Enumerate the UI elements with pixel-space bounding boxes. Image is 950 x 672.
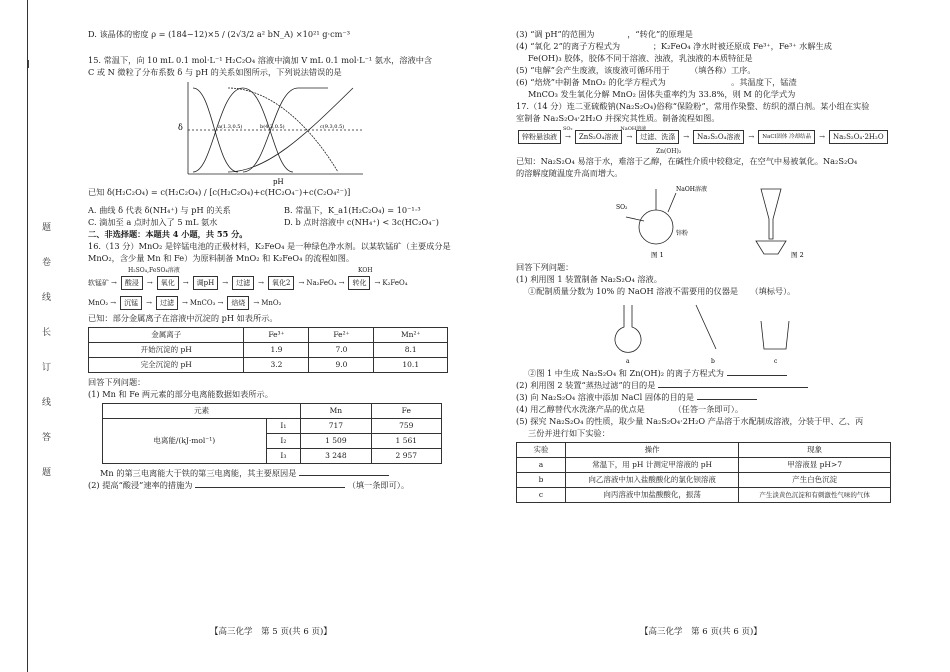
answer-blank[interactable] [658,387,808,388]
answer-blank[interactable] [299,475,389,476]
experiment-cell: 产生淡黄色沉淀和有刺激性气味的气体 [739,488,891,503]
ph-table-head [89,328,448,343]
section-2-heading: 二、非选择题：本题共 4 小题，共 55 分。 [88,229,248,239]
ph-table-cell: 3.2 [244,358,309,373]
q15-choice-a: A. 曲线 δ 代表 δ(NH₄⁺) 与 pH 的关系 [88,205,231,215]
flow2-step: 沉锰 [120,296,142,310]
q15-choice-b: B. 常温下，K_a1(H₂C₂O₄) = 10⁻¹·³ [284,205,421,215]
ionization-cell: I₂ [266,434,301,449]
fig1-zn: 锌粉 [676,230,689,237]
ionization-head-cell: Mn [301,404,371,419]
experiment-row [517,473,891,488]
flow1-step: 转化 [348,276,370,290]
q15-choice-d: D. b 点时溶液中 c(NH₄⁺) < 3c(HC₂O₄⁻) [284,217,439,227]
flow1-row: 软锰矿 → 酸浸 → 氧化 → 调pH → 过滤 → 氧化2 → Na₂FeO₄ → 转化 → K₂FeO₄ [88,276,408,290]
q17-part-2 [516,379,904,391]
fig1-so2: SO₂ [616,204,628,211]
q16-part-6b: MnCO₃ 发生氧化分解 MnO₂ 固体失重率约为 33.8%，则 M 的化学式为 [528,89,796,99]
ionization-cell: 2 957 [371,449,441,464]
experiment-head-cell: 现象 [739,443,891,458]
flow1-step: 调pH [193,276,219,290]
flow3-byproduct: Zn(OH)₂ [656,148,682,155]
binding-char: 题 [42,223,52,233]
flow1-step: Na₂FeO₄ [306,279,337,287]
q17-known-2: 的溶解度随温度升高而增大。 [516,168,623,178]
instruments [516,297,904,367]
flow2-step: MnCO₃ [189,299,216,307]
flow3-reagent: SO₂ [563,126,573,132]
ph-table-head-cell: 金属离子 [89,328,244,343]
flow2-step: 过滤 [156,296,178,310]
ph-table-cell: 1.9 [244,343,309,358]
q17-part-3 [516,391,904,403]
experiment-cell: b [517,473,566,488]
q16-part-4b: Fe(OH)₃ 胶体，胶体不同于溶液、浊液，乳浊液的本质特征是 [528,53,753,63]
curve-h2c2o4 [193,88,238,172]
experiment-cell: 向乙溶液中加入盐酸酸化的氯化钡溶液 [566,473,739,488]
ionization-head [103,404,442,419]
ionization-cell: 759 [371,419,441,434]
flow2-step: 焙烧 [227,296,249,310]
answer-blank[interactable] [727,375,787,376]
left-column [88,28,480,491]
fig1-label: 图 1 [651,251,664,259]
ph-table-cell: 7.0 [309,343,374,358]
funnel [761,189,781,239]
flow2-step: MnO₂ [88,299,109,307]
binding-char: 订 [42,363,52,373]
ph-table-cell: 10.1 [374,358,448,373]
flow3-step: 过滤、洗涤 [636,130,679,144]
flow3-step: ZnS₂O₄溶液 [575,130,623,144]
experiment-cell: 甲溶液显 pH>7 [739,458,891,473]
q16-2-text: (2) 提高“酸浸”速率的措施为 [88,480,193,490]
instrument-b: b [711,358,715,365]
binding-char: 答 [42,433,52,443]
q15-stem-2: C 或 N 微粒了分布系数 δ 与 pH 的关系如图所示，下列说法错误的是 [88,67,342,77]
q14-option-d [88,28,480,40]
q16-stem-2: MnO₂，含少量 Mn 和 Fe）为原料制备 MnO₂ 和 K₂FeO₄ 的流程如图。 [88,253,355,263]
q17-part-1c [516,367,904,379]
flow2-step: MnO₂ [261,299,282,307]
ionization-row [103,419,442,434]
q17-known-1: 已知：Na₂S₂O₄ 易溶于水，难溶于乙醇，在碱性介质中较稳定，在空气中易被氧化。Na₂S₂O₄ [516,156,858,166]
ph-table-cell: 9.0 [309,358,374,373]
flow3-reagent: NaOH溶液 [620,126,647,132]
q17-1c-text: ②图 1 中生成 Na₂S₂O₄ 和 Zn(OH)₂ 的离子方程式为 [528,368,724,378]
ph-table-row [89,343,448,358]
point-c-label: c(9.3,0.5) [320,124,345,130]
q16-part-1: (1) Mn 和 Fe 两元素的部分电离能数据如表所示。 [88,389,273,399]
instrument-a: a [626,358,630,365]
q16-part-4: (4) “氧化 2”的离子方程式为 ；K₂FeO₄ 净水时被还原成 Fe³⁺，Fe³⁺ 水解生成 [516,41,832,51]
ionization-label: 电离能/(kJ·mol⁻¹) [103,419,267,464]
binding-char: 长 [42,328,52,338]
binding-char: 卷 [42,258,52,268]
q16-part-5: (5) “电解”会产生废液，该废液可循环用于 （填各称）工序。 [516,65,756,75]
flow2-row: MnO₂ → 沉锰 → 过滤 → MnCO₃ → 焙烧 → MnO₂ [88,296,281,310]
fig1-naoh: NaOH溶液 [676,186,707,193]
ionization-head-cell: Fe [371,404,441,419]
ph-table-head-cell: Mn²⁺ [374,328,448,343]
ph-table-cell: 8.1 [374,343,448,358]
ionization-cell: I₃ [266,449,301,464]
flow3-step: Na₂S₂O₄溶液 [693,130,744,144]
experiment-head [517,443,891,458]
ph-table [88,327,448,373]
ionization-cell: 3 248 [301,449,371,464]
ionization-head-cell: 元素 [103,404,301,419]
ph-table-head-cell: Fe²⁺ [309,328,374,343]
answer-blank[interactable] [697,399,757,400]
q17-answer-prompt: 回答下列问题： [516,262,574,272]
binding-char: 线 [42,398,52,408]
flow1-step: 软锰矿 [88,279,109,287]
flow3-step: 锌粉悬浊液 [518,130,561,144]
experiment-head-cell: 操作 [566,443,739,458]
q17-2-text: (2) 利用图 2 装置“蒸热过滤”的目的是 [516,380,656,390]
experiment-cell: 向丙溶液中加盐酸酸化，振荡 [566,488,739,503]
binding-char: 题 [42,468,52,478]
q15-choices-ab [88,204,480,216]
experiment-head-cell: 实验 [517,443,566,458]
q15-choices-cd [88,216,480,228]
point-b-label: b(4.3,0.5) [260,124,285,130]
q16-part-3: (3) “调 pH”的范围为 ，“转化”的原理是 [516,29,693,39]
ionization-cell: 1 561 [371,434,441,449]
q16-part-1b [88,467,480,479]
q17-stem-1: 17.（14 分）连二亚硫酸钠(Na₂S₂O₄)俗称“保险粉”，常用作染整、纺织的漂白剂。某小组在实验 [516,101,870,111]
ph-table-row [89,358,448,373]
flow1-step: K₂FeO₄ [382,279,408,287]
q17-part-1: (1) 利用图 1 装置制备 Na₂S₂O₄ 溶液。 [516,274,662,284]
ph-table-cell: 完全沉淀的 pH [89,358,244,373]
ionization-cell: 1 509 [301,434,371,449]
q16-stem-1: 16.（13 分）MnO₂ 是锌锰电池的正极材料，K₂FeO₄ 是一种绿色净水剂。以某软锰矿（主要成分是 [88,241,451,251]
ionization-cell: 717 [301,419,371,434]
side-neck [668,193,676,212]
curve-nh4 [228,88,353,172]
point-a-label: a(1.3,0.5) [218,124,243,130]
flask-body [639,210,673,244]
q16-answer-prompt: 回答下列问题： [88,377,146,387]
beaker [761,321,789,349]
binding-mark [28,60,37,68]
flowchart-1 [88,266,480,312]
left-footer: 【高三化学 第 5 页(共 6 页)】 [210,627,332,637]
flow1-reagent: H₂SO₄,FeSO₄溶液 [128,267,180,274]
ph-table-cell: 开始沉淀的 pH [89,343,244,358]
flow1-step: 氧化 [157,276,179,290]
receiver [756,241,786,254]
q17-part-5: (5) 探究 Na₂S₂O₄ 的性质，取少量 Na₂S₂O₄·2H₂O 产品溶于水配制成溶液，分装于甲、乙、丙 [516,416,864,426]
experiment-cell: a [517,458,566,473]
q16-part-2 [88,479,480,491]
binding-column [42,220,56,500]
q16-1b-text: Mn 的第三电离能大于铁的第三电离能，其主要原因是 [100,468,297,478]
flow1-step: 氧化2 [268,276,294,290]
experiment-cell: c [517,488,566,503]
q17-stem-2: 室制备 Na₂S₂O₄·2H₂O 并探究其性质。制备流程如图。 [516,113,720,123]
q17-part-1a: ①配制质量分数为 10% 的 NaOH 溶液不需要用的仪器是 （填标号）。 [528,286,796,296]
q16-known: 已知：部分金属离子在溶液中沉淀的 pH 如表所示。 [88,313,278,323]
binding-line [27,0,28,672]
q14d-formula: (184−12)×5 / (2√3/2 a² bN_A) ×10²¹ g·cm⁻³ [168,29,351,39]
q14d-prefix: D. 该晶体的密度 ρ = [88,29,169,39]
q15-definition: 已知 δ(H₂C₂O₄) = c(H₂C₂O₄) / [c(H₂C₂O₄)+c(HC₂O₄⁻)+c(C₂O₄²⁻)] [88,187,351,197]
instrument-c: c [774,358,778,365]
right-footer: 【高三化学 第 6 页(共 6 页)】 [640,627,762,637]
q17-part-4: (4) 用乙醇替代水洗涤产品的优点是 （任答一条即可）。 [516,404,744,414]
flow3-step: NaCl固体 冷却结晶 [758,130,815,144]
q16-2-tail: （填一条即可）。 [347,480,410,490]
apparatus-figures [516,179,904,261]
ph-table-head-cell: Fe³⁺ [244,328,309,343]
flow1-koh: KOH [358,267,373,274]
ionization-table [102,403,442,464]
graph-x-label: pH [273,178,284,186]
experiment-cell: 常温下，用 pH 计测定甲溶液的 pH [566,458,739,473]
flow3-step: Na₂S₂O₄·2H₂O [829,130,888,144]
q17-part-5b: 三份并进行如下实验： [528,428,610,438]
glass-rod [696,305,716,349]
volumetric-flask [615,305,641,352]
answer-blank[interactable] [195,487,345,488]
ionization-cell: I₁ [266,419,301,434]
experiment-cell: 产生白色沉淀 [739,473,891,488]
experiment-table [516,442,891,503]
fig2-label: 图 2 [791,251,804,259]
graph-y-label: δ [178,123,183,132]
q15-stem-1: 15. 常温下，向 10 mL 0.1 mol·L⁻¹ H₂C₂O₄ 溶液中滴加 V mL 0.1 mol·L⁻¹ 氨水，溶液中含 [88,55,433,65]
experiment-row [517,458,891,473]
experiment-row [517,488,891,503]
flow1-step: 过滤 [232,276,254,290]
flow1-step: 酸浸 [121,276,143,290]
q15-choice-c: C. 滴加至 a 点时加入了 5 mL 氨水 [88,217,218,227]
right-column [516,28,904,503]
binding-char: 线 [42,293,52,303]
q16-part-6: (6) “焙烧”中制备 MnO₂ 的化学方程式为 。其温度下，锰渣 [516,77,797,87]
q17-3-text: (3) 向 Na₂S₂O₄ 溶液中添加 NaCl 固体的目的是 [516,392,695,402]
distribution-graph [88,78,480,186]
flowchart-3: 锌粉悬浊液 → SO₂ ZnS₂O₄溶液 → NaOH溶液 过滤、洗涤 → Na₂S₂O₄溶液 → NaCl固体 冷却结晶 → Na₂S₂O₄·2H₂O [516,130,904,144]
